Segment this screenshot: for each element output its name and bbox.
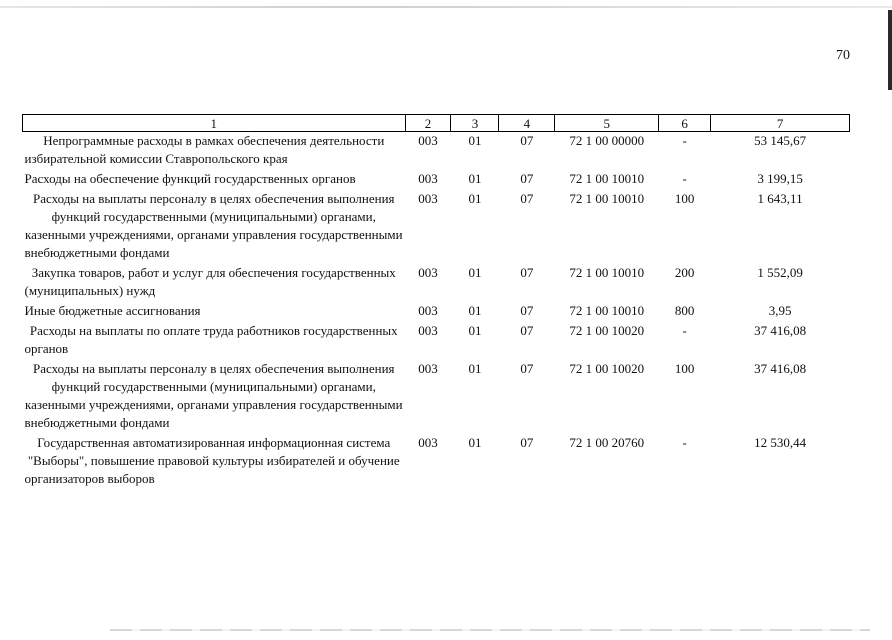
row-code-3: 01 xyxy=(468,361,482,376)
scan-bleed-bottom xyxy=(110,629,870,631)
row-code-3: 01 xyxy=(468,191,482,206)
row-code-3: 01 xyxy=(468,303,482,318)
row-code-3: 01 xyxy=(468,171,482,186)
row-code-5: 72 1 00 10020 xyxy=(569,361,645,376)
row-code-5: 72 1 00 20760 xyxy=(569,435,645,450)
column-header: 5 xyxy=(555,115,659,132)
table-row xyxy=(23,170,850,190)
table-row xyxy=(23,264,850,302)
row-name: Непрограммные расходы в рамках обеспечения деятельности избирательной комиссии Ставропольского края xyxy=(24,133,385,166)
row-code-3: 01 xyxy=(468,435,482,450)
row-code-3: 01 xyxy=(468,323,482,338)
row-amount: 1 552,09 xyxy=(757,265,803,280)
row-amount: 37 416,08 xyxy=(754,323,807,338)
row-code-4: 07 xyxy=(520,361,534,376)
row-code-3: 01 xyxy=(468,133,482,148)
row-code-6: 200 xyxy=(674,265,695,280)
row-code-5: 72 1 00 10010 xyxy=(569,265,645,280)
row-code-2: 003 xyxy=(418,191,438,206)
row-name: Государственная автоматизированная информационная система "Выборы", повышение правовой культуры избирателей и обучение организаторов выборов xyxy=(24,435,400,486)
row-code-2: 003 xyxy=(418,303,438,318)
row-name: Расходы на выплаты персоналу в целях обеспечения выполнения функций государственными (муниципальными) органами, казенными учреждениями, органами управления государственными внебюджетными фондами xyxy=(24,361,403,430)
row-code-6: 100 xyxy=(674,361,695,376)
row-code-2: 003 xyxy=(418,133,438,148)
row-amount: 3,95 xyxy=(768,303,792,318)
row-amount: 12 530,44 xyxy=(754,435,807,450)
row-code-6: - xyxy=(682,133,687,148)
row-code-4: 07 xyxy=(520,303,534,318)
column-header: 4 xyxy=(499,115,555,132)
row-name: Расходы на обеспечение функций государственных органов xyxy=(24,171,356,186)
table-row xyxy=(23,434,850,488)
row-code-5: 72 1 00 00000 xyxy=(569,133,645,148)
row-code-2: 003 xyxy=(418,361,438,376)
table-row xyxy=(23,360,850,434)
column-header: 2 xyxy=(405,115,451,132)
scan-edge-top xyxy=(0,6,892,8)
column-header: 6 xyxy=(659,115,711,132)
page-number: 70 xyxy=(836,48,850,63)
row-name: Закупка товаров, работ и услуг для обеспечения государственных (муниципальных) нужд xyxy=(24,265,396,298)
row-code-6: 800 xyxy=(674,303,695,318)
row-code-4: 07 xyxy=(520,435,534,450)
table-row xyxy=(23,322,850,360)
column-header: 3 xyxy=(451,115,499,132)
row-code-6: - xyxy=(682,171,687,186)
row-name: Иные бюджетные ассигнования xyxy=(24,303,201,318)
row-code-5: 72 1 00 10020 xyxy=(569,323,645,338)
row-code-3: 01 xyxy=(468,265,482,280)
row-name: Расходы на выплаты по оплате труда работников государственных органов xyxy=(24,323,398,356)
column-header: 1 xyxy=(23,115,406,132)
table-row xyxy=(23,132,850,171)
row-code-4: 07 xyxy=(520,133,534,148)
row-code-4: 07 xyxy=(520,323,534,338)
row-code-2: 003 xyxy=(418,323,438,338)
row-code-2: 003 xyxy=(418,435,438,450)
row-code-2: 003 xyxy=(418,265,438,280)
row-amount: 53 145,67 xyxy=(754,133,807,148)
table-row xyxy=(23,302,850,322)
table-row xyxy=(23,190,850,264)
column-header: 7 xyxy=(711,115,850,132)
row-code-5: 72 1 00 10010 xyxy=(569,303,645,318)
row-amount: 37 416,08 xyxy=(754,361,807,376)
table-header-row xyxy=(23,115,850,132)
scan-edge-right xyxy=(888,10,892,90)
row-code-5: 72 1 00 10010 xyxy=(569,171,645,186)
row-code-5: 72 1 00 10010 xyxy=(569,191,645,206)
row-code-6: - xyxy=(682,323,687,338)
row-code-4: 07 xyxy=(520,171,534,186)
row-code-2: 003 xyxy=(418,171,438,186)
budget-table xyxy=(22,114,850,488)
row-name: Расходы на выплаты персоналу в целях обеспечения выполнения функций государственными (муниципальными) органами, казенными учреждениями, органами управления государственными внебюджетными фондами xyxy=(24,191,403,260)
row-code-6: - xyxy=(682,435,687,450)
row-code-6: 100 xyxy=(674,191,695,206)
row-amount: 3 199,15 xyxy=(757,171,803,186)
row-code-4: 07 xyxy=(520,191,534,206)
row-code-4: 07 xyxy=(520,265,534,280)
row-amount: 1 643,11 xyxy=(757,191,803,206)
